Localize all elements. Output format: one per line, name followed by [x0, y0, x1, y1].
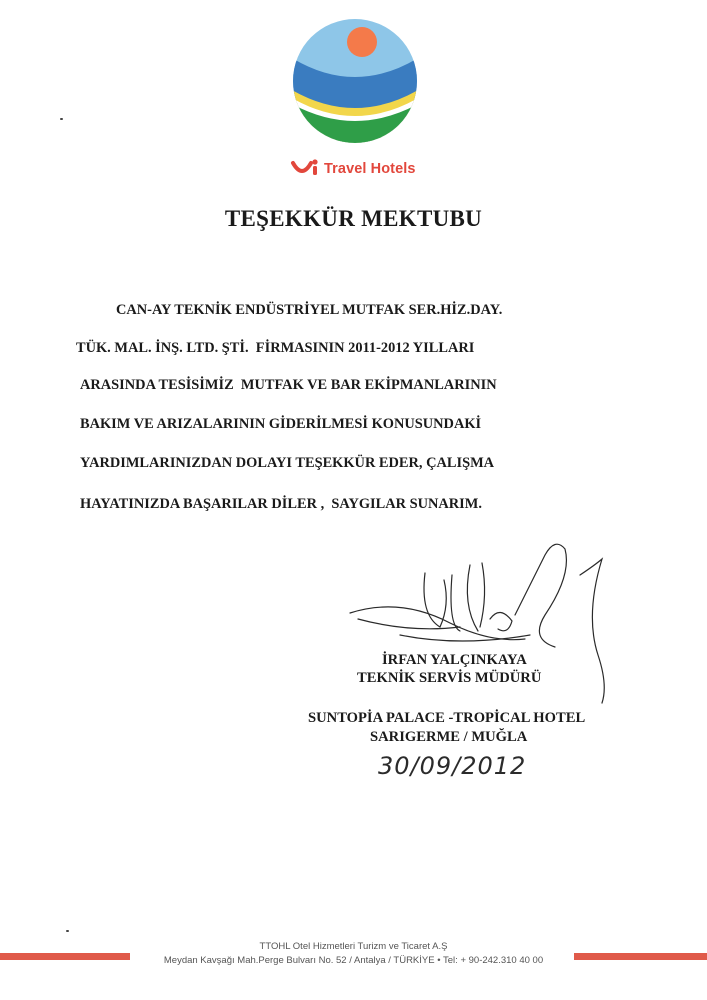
travel-hotels-globe-logo	[292, 18, 418, 144]
travel-hotels-brand	[290, 156, 416, 182]
signatory-name: İRFAN YALÇINKAYA	[382, 652, 527, 668]
hotel-location: SARIGERME / MUĞLA	[370, 729, 528, 745]
footer-address: Meydan Kavşağı Mah.Perge Bulvarı No. 52 / Antalya / TÜRKİYE • Tel: + 90-242.310 40 00	[163, 955, 544, 966]
body-line-5: YARDIMLARINIZDAN DOLAYI TEŞEKKÜR EDER, ÇALIŞMA	[80, 455, 495, 471]
scan-speck	[60, 118, 63, 120]
body-line-3: ARASINDA TESİSİMİZ MUTFAK VE BAR EKİPMANLARININ	[80, 377, 497, 393]
scan-speck	[66, 930, 69, 932]
body-line-6: HAYATINIZDA BAŞARILAR DİLER , SAYGILAR SUNARIM.	[80, 496, 482, 512]
body-line-4: BAKIM VE ARIZALARININ GİDERİLMESİ KONUSUNDAKİ	[80, 416, 482, 432]
handwritten-date: 30/09/2012	[378, 752, 527, 780]
letter-title: TEŞEKKÜR MEKTUBU	[224, 206, 483, 231]
hotel-name: SUNTOPİA PALACE -TROPİCAL HOTEL	[308, 710, 586, 726]
body-line-1: CAN-AY TEKNİK ENDÜSTRİYEL MUTFAK SER.HİZ.DAY.	[116, 302, 503, 318]
footer-company: TTOHL Otel Hizmetleri Turizm ve Ticaret A.Ş	[259, 941, 448, 952]
signatory-position: TEKNİK SERVİS MÜDÜRÜ	[357, 670, 542, 686]
tui-smile-icon	[290, 157, 320, 181]
handwritten-signature	[340, 535, 620, 735]
body-line-2: TÜK. MAL. İNŞ. LTD. ŞTİ. FİRMASININ 2011-2012 YILLARI	[76, 340, 475, 356]
brand-name: Travel Hotels	[324, 161, 416, 177]
